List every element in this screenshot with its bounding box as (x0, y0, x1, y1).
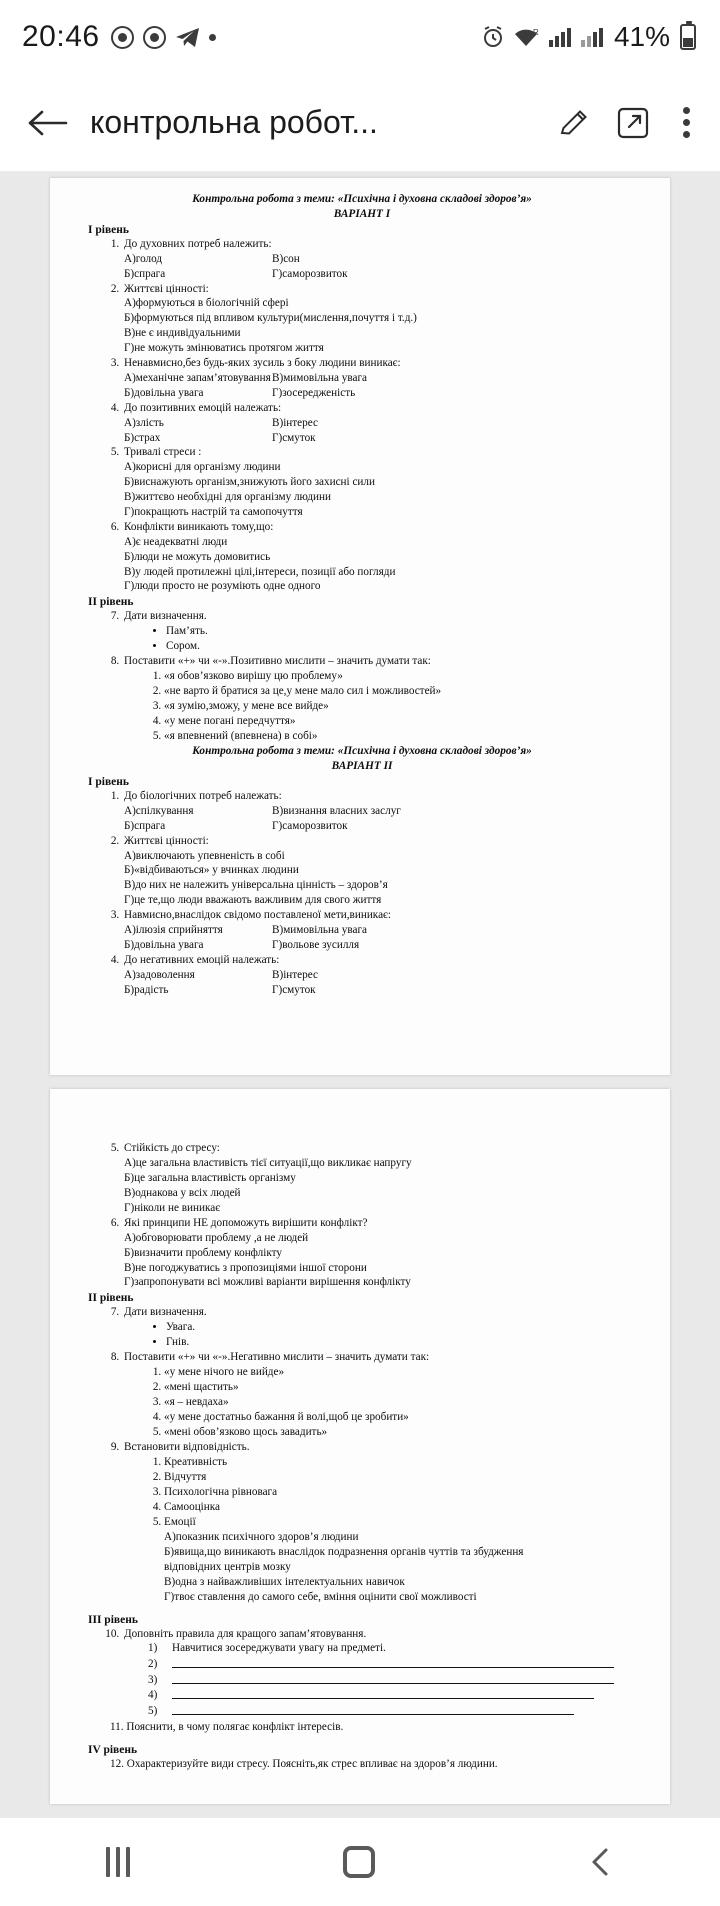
level-3-heading: III рівень (88, 1613, 138, 1626)
list-item: 2. «мені щастить» (164, 1380, 636, 1395)
doc-variant-2: ВАРІАНТ II (331, 760, 393, 773)
back-button[interactable] (588, 1847, 614, 1877)
question-item: 2. Життєві цінності: А)формуються в біологічній сфері Б)формуються під впливом культури(мислення,почуття і т.д.) В)не є индивідуальними Г)не можуть змінюватись протягом життя (122, 282, 636, 356)
question-item: 3. Навмисно,внаслідок свідомо поставленої мети,виникає: А)ілюзія сприйняття В)мимовільна увага Б)довільна увага Г)вольове зусилля (122, 908, 636, 953)
list-item: 1. «у мене нічого не вийде» (164, 1365, 636, 1380)
question-item: 7. Дати визначення. • Увага. • Гнів. (122, 1305, 636, 1350)
questions-level1-v1 (122, 237, 636, 594)
level-2-heading-p2: II рівень (88, 1292, 134, 1305)
level-4-heading: IV рівень (88, 1743, 138, 1756)
questions-continued (122, 1141, 636, 1290)
pencil-icon[interactable] (558, 107, 590, 139)
questions-level2-v1 (122, 609, 636, 744)
home-button[interactable] (343, 1846, 375, 1878)
list-item: • Гнів. (166, 1335, 636, 1350)
level-2-heading: II рівень (88, 596, 134, 609)
list-item: 3. Психологічна рівновага (164, 1485, 636, 1500)
list-item: • Сором. (166, 639, 636, 654)
back-arrow-icon[interactable] (26, 108, 68, 138)
status-bar-right (481, 21, 696, 53)
questions-level3 (122, 1627, 636, 1720)
doc-header-title: Контрольна робота з теми: «Психічна і духовна складові здоров’я» (192, 193, 532, 205)
dot-icon (209, 34, 216, 41)
telegram-icon (175, 26, 200, 49)
question-item: 1. До біологічних потреб належать: А)спілкування В)визнання власних заслуг Б)спрага Г)саморозвиток (122, 789, 636, 834)
list-item: 4. «у мене погані передчуття» (164, 714, 636, 729)
status-bar-left (22, 20, 216, 54)
blank-line[interactable] (172, 1673, 614, 1684)
list-item: 5) (148, 1704, 636, 1720)
question-11: 11. Пояснити, в чому полягає конфлікт інтересів. (110, 1720, 344, 1733)
system-navigation-bar (0, 1818, 720, 1906)
level-1-heading-v2: I рівень (88, 776, 129, 788)
question-item: 6. Конфлікти виникають тому,що: А)є неадекватні люди Б)люди не можуть домовитись В)у людей протилежні цілі,інтереси, позиції або погляди Г)люди просто не розуміють одне одного (122, 520, 636, 594)
matching-list (164, 1455, 636, 1604)
doc-header-title-2: Контрольна робота з теми: «Психічна і духовна складові здоров’я» (192, 745, 532, 758)
list-item: 3. «я – невдаха» (164, 1395, 636, 1410)
list-item: 4. Самооцінка (164, 1500, 636, 1515)
open-external-icon[interactable] (616, 106, 650, 140)
alarm-icon (481, 25, 505, 49)
list-item: 1. Креативність (164, 1455, 636, 1470)
document-title: контрольна робот... (90, 104, 378, 140)
list-item: 2) (148, 1657, 636, 1673)
more-options-icon[interactable] (676, 103, 696, 142)
question-item: 4. До негативних емоцій належать: А)задоволення В)інтерес Б)радість Г)смуток (122, 953, 636, 998)
question-item: 10. Доповніть правила для кращого запам’ятовування. 1) Навчитися зосереджувати увагу на предметі. 2) 3) 4) 5) (122, 1627, 636, 1720)
question-item: 1. До духовних потреб належить: А)голод В)сон Б)спрага Г)саморозвиток (122, 237, 636, 282)
list-item: 1. «я обов’язково вирішу цю проблему» (164, 669, 636, 684)
wifi-icon (513, 26, 540, 48)
list-item: 2. Відчуття (164, 1470, 636, 1485)
list-item: • Увага. (166, 1320, 636, 1335)
status-time: 20:46 (22, 20, 100, 53)
question-item: 8. Поставити «+» чи «-».Позитивно мислити – значить думати так: 1. «я обов’язково вирішу цю проблему» 2. «не варто й братися за це,у мене мало сил і можливостей» 3. «я зумію,зможу, у мене все вийде» 4. «у мене погані передчуття» 5. «я впевнений (впевнена) в собі» (122, 654, 636, 744)
definition-bullets (166, 1320, 636, 1350)
list-item: • Пам’ять. (166, 624, 636, 639)
definition-bullets (166, 624, 636, 654)
question-item: 6. Які принципи НЕ допоможуть вирішити конфлікт? А)обговорювати проблему ,а не людей Б)визначити проблему конфлікту В)не погоджуватись з пропозиціями іншої сторони Г)запропонувати всі можливі варіанти вирішення конфлікту (122, 1216, 636, 1290)
battery-icon (680, 24, 696, 50)
blank-line[interactable] (172, 1688, 594, 1699)
list-item: 4. «у мене достатньо бажання й волі,щоб це зробити» (164, 1410, 636, 1425)
list-item: 2. «не варто й братися за це,у мене мало сил і можливостей» (164, 684, 636, 699)
blank-line[interactable] (172, 1704, 574, 1715)
list-item: 5. Емоції А)показник психічного здоров’я людини Б)явища,що виникають внаслідок подразнення органів чуттів та збудження відповідних центрів мозку В)одна з найважливіших інтелектуальних навичок Г)твоє ставлення до самого себе, вміння оцінити свої можливості (164, 1515, 636, 1604)
fill-in-blank-list (148, 1641, 636, 1719)
status-notification-icons (111, 26, 216, 49)
question-item: 4. До позитивних емоцій належать: А)злість В)інтерес Б)страх Г)смуток (122, 401, 636, 446)
question-item: 3. Ненавмисно,без будь-яких зусиль з боку людини виникає: А)механічне запам’ятовування В)мимовільна увага Б)довільна увага Г)зосередженість (122, 356, 636, 401)
signal-icon (580, 26, 604, 48)
svg-text:R: R (532, 28, 539, 37)
signal-icon (548, 26, 572, 48)
question-12: 12. Охарактеризуйте види стресу. Поясніть,як стрес впливає на здоров’я людини. (110, 1757, 498, 1770)
viber-icon (143, 26, 166, 49)
status-bar (0, 0, 720, 74)
list-item: 1) Навчитися зосереджувати увагу на предметі. (148, 1642, 386, 1655)
app-bar (0, 74, 720, 172)
battery-percent: 41% (613, 21, 670, 52)
app-bar-actions (558, 103, 702, 142)
document-viewer[interactable] (0, 172, 720, 1818)
question-item: 9. Встановити відповідність. 1. Креативність 2. Відчуття 3. Психологічна рівновага 4. Самооцінка 5. Емоції А)показник психічного здоров’я людини Б)явища,що виникають внаслідок подразнення органів чуттів та збудження відповідних центрів мозку В)одна з найважливіших інтелектуальних навичок Г)твоє ставлення до самого себе, вміння оцінити свої можливості (122, 1440, 636, 1604)
list-item: 5. «мені обов’язково щось завадить» (164, 1425, 636, 1440)
list-item: 4) (148, 1688, 636, 1704)
level-1-heading: I рівень (88, 223, 129, 236)
question-item: 8. Поставити «+» чи «-».Негативно мислити – значить думати так: 1. «у мене нічого не вийде» 2. «мені щастить» 3. «я – невдаха» 4. «у мене достатньо бажання й волі,щоб це зробити» 5. «мені обов’язково щось завадить» (122, 1350, 636, 1440)
list-item: 5. «я впевнений (впевнена) в собі» (164, 729, 636, 744)
question-item: 5. Стійкість до стресу: А)це загальна властивість тієї ситуації,що викликає напругу Б)це загальна властивість організму В)однакова у всіх людей Г)ніколи не виникає (122, 1141, 636, 1215)
statement-list (164, 669, 636, 744)
list-item: 3. «я зумію,зможу, у мене все вийде» (164, 699, 636, 714)
document-page-1 (50, 178, 670, 1075)
question-item: 5. Тривалі стреси : А)корисні для організму людини Б)виснажують організм,знижують його захисні сили В)життєво необхідні для організму людини Г)покращють настрій та самопочуття (122, 445, 636, 519)
questions-level2-p2 (122, 1305, 636, 1604)
list-item: 3) (148, 1673, 636, 1689)
doc-variant-1: ВАРІАНТ I (333, 208, 391, 221)
questions-level1-v2 (122, 789, 636, 997)
document-page-2 (50, 1089, 670, 1803)
statement-list (164, 1365, 636, 1440)
question-item: 7. Дати визначення. • Пам’ять. • Сором. (122, 609, 636, 654)
recents-button[interactable] (106, 1847, 130, 1877)
question-item: 2. Життєві цінності: А)виключають упевненість в собі Б)«відбиваються» у вчинках людини В)до них не належить універсальна цінність – здоров’я Г)це те,що люди вважають важливим для свого життя (122, 834, 636, 908)
viber-icon (111, 26, 134, 49)
blank-line[interactable] (172, 1657, 614, 1668)
